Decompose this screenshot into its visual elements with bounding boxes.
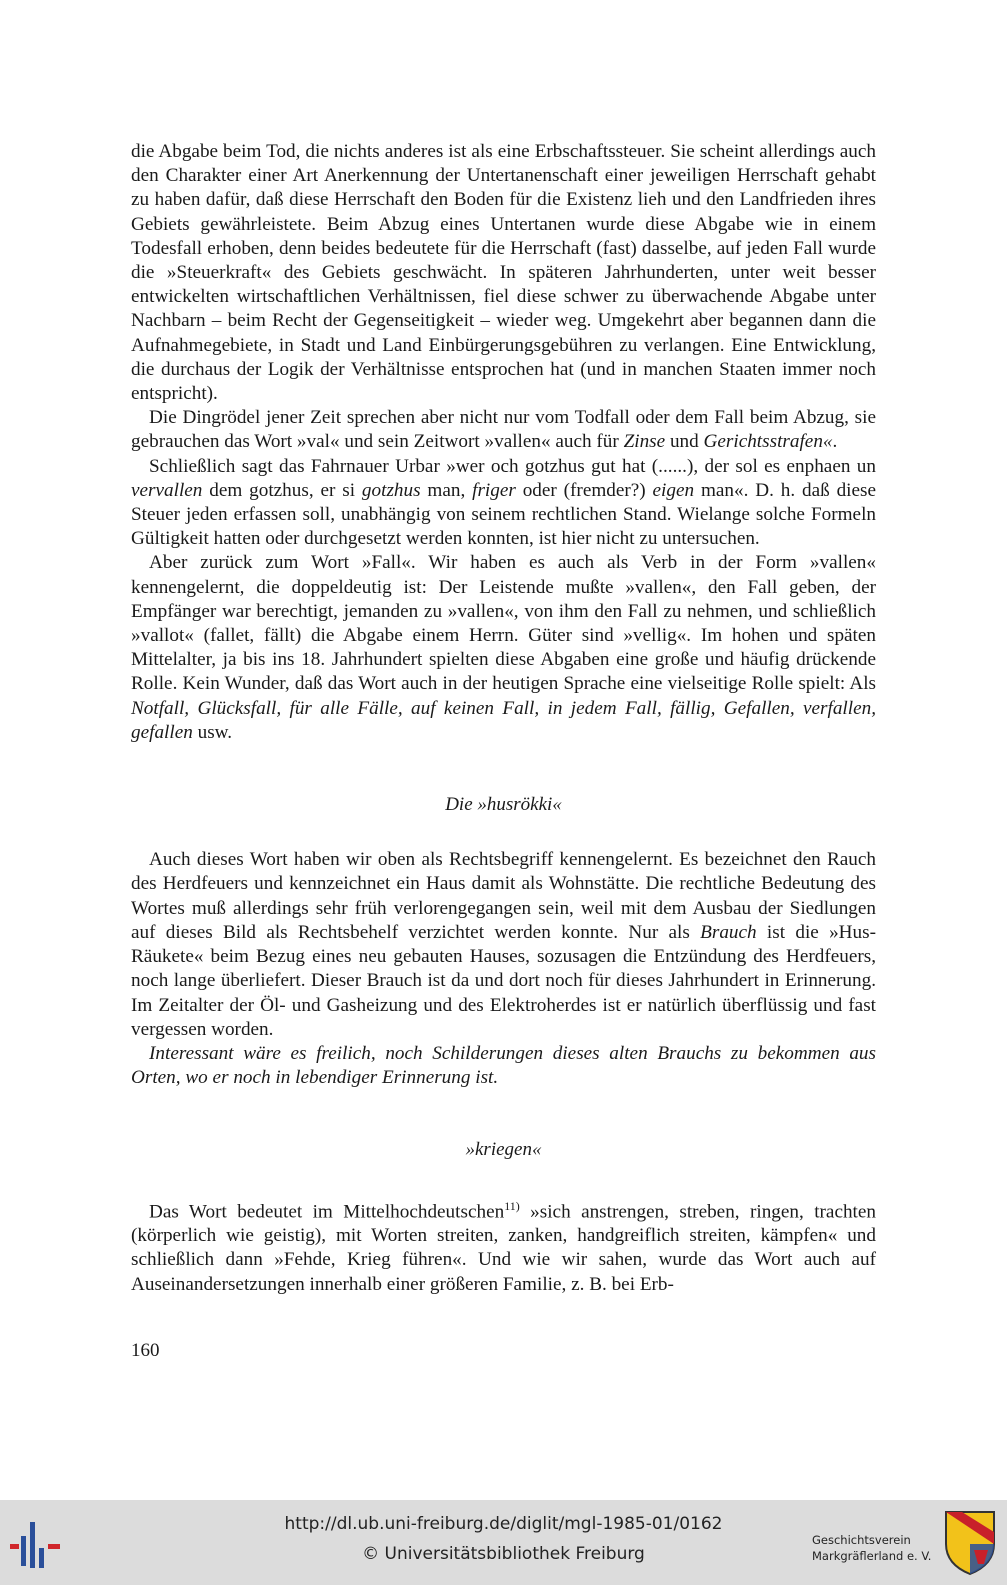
italic-run: gotzhus	[361, 479, 421, 501]
text-run: Die Dingrödel jener Zeit sprechen aber nicht nur vom Todfall oder dem Fall beim Abzug, sie gebrauchen das Wort »val« und sein Zeitwort »vallen« auch für	[131, 407, 876, 453]
society-name-line2: Markgräflerland e. V.	[812, 1549, 932, 1563]
paragraph-intro: die Abgabe beim Tod, die nichts anderes ist als eine Erbschaftssteuer. Sie scheint allerdings auch den Charakter einer Art Anerkennung der Untertanenschaft einer jeweiligen Herrschaft gehabt zu haben dafür, daß diese Herrschaft den Boden für die Existenz lieh und den Landfrieden ihres Gebiets gewährleistete. Beim Abzug eines Untertanen wurde diese Abgabe wie in einem Todesfall erhoben, denn beides bedeutete für die Herrschaft (fast) dasselbe, auf jeden Fall wurde die »Steuerkraft« des Gebiets geschwächt. In späteren Jahrhunderten, unter weit besser entwickelten wirtschaftlichen Verhältnissen, fiel diese schwer zu überwachende Abgabe unter Nachbarn – beim Recht der Gegenseitigkeit – wieder weg. Umgekehrt aber begannen dann die Aufnahmegebiete, in Stadt und Land Einbürgerungsgebühren zu verlangen. Eine Entwicklung, die durchaus der Logik der Verhältnisse entsprochen hat (und in manchen Staaten immer noch entspricht).	[131, 141, 876, 405]
text-run: und	[665, 431, 704, 453]
society-name-line1: Geschichtsverein	[812, 1533, 911, 1547]
text-run: Schließlich sagt das Fahrnauer Urbar »wer och gotzhus gut hat (......), der sol es enphaen un	[149, 455, 876, 477]
paragraph-fahrnauer-urbar	[131, 455, 876, 552]
section-heading-kriegen: »kriegen«	[465, 1139, 542, 1161]
text-run: ist die »Hus-Räukete« beim Bezug eines neu gebauten Hauses, sozusagen die Entzündung des Herdfeuers, noch lange überliefert. Dieser Brauch ist da und dort noch für dieses Jahrhundert in Erinnerung. Im Zeitalter der Öl- und Gasheizung und des Elektroherdes ist er natürlich überflüssig und fast vergessen worden.	[131, 921, 876, 1040]
footer-bar	[0, 1500, 1007, 1585]
section-heading-husroekki: Die »husrökki«	[445, 794, 562, 816]
text-run: .	[832, 431, 838, 453]
paragraph-kriegen	[131, 1194, 876, 1297]
italic-run: Interessant wäre es freilich, noch Schilderungen dieses alten Brauchs zu bekommen aus Orten, wo er noch in lebendiger Erinnerung ist.	[131, 1042, 876, 1089]
italic-run: Notfall, Glücksfall, für alle Fälle, auf keinen Fall, in jedem Fall, fällig, Gefallen, verfallen, gefallen	[131, 697, 876, 743]
source-url-link[interactable]: http://dl.ub.uni-freiburg.de/diglit/mgl-1985-01/0162	[284, 1514, 723, 1534]
italic-run: friger	[472, 479, 516, 501]
italic-run: Zinse	[623, 431, 666, 453]
italic-run: eigen	[652, 479, 695, 501]
paragraph-dingroedel	[131, 406, 876, 454]
body-text	[131, 140, 876, 1297]
markgraeflerland-crest-icon	[944, 1510, 996, 1576]
paragraph-husroekki	[131, 848, 876, 1042]
text-run: »sich anstrengen, streben, ringen, trachten (körperlich wie geistig), mit Worten streiten, zanken, handgreiflich streiten, kämpfen« und schließlich dann »Fehde, Krieg führen«. Und wie wir sahen, wurde das Wort auch auf Auseinandersetzungen innerhalb einer größeren Familie, z. B. bei Erb-	[131, 1200, 876, 1295]
paragraph-call-for-accounts	[131, 1042, 876, 1090]
text-run: Aber zurück zum Wort »Fall«. Wir haben es auch als Verb in der Form »vallen« kennengelernt, die doppeldeutig ist: Der Leistende mußte »vallen«, den Fall geben, der Empfänger war berechtigt, jemanden zu »vallen«, von ihm den Fall zu nehmen, und schließlich »vallot« (fallet, fällt) die Abgabe einem Herrn. Güter sind »vellig«. Im hohen und späten Mittelalter, ja bis ins 18. Jahrhundert spielten diese Abgaben eine große und häufig drückende Rolle. Kein Wunder, daß das Wort auch in der heutigen Sprache eine vielseitige Rolle spielt: Als	[131, 552, 876, 695]
text-run: Auch dieses Wort haben wir oben als Rechtsbegriff kennengelernt. Es bezeichnet den Rauch des Herdfeuers und kennzeichnet ein Haus damit als Wohnstätte. Die rechtliche Bedeutung des Wortes muß allerdings sehr früh verlorengegangen sein, weil mit dem Ausbau der Siedlungen auf dieses Bild als Rechtsbehelf verzichtet werden konnte. Nur als	[131, 849, 876, 943]
page-number: 160	[131, 1340, 160, 1361]
text-run: oder (fremder?)	[515, 479, 653, 501]
text-run: man,	[420, 479, 473, 501]
italic-run: Brauch	[700, 921, 757, 943]
text-run: dem gotzhus, er si	[202, 479, 362, 501]
text-run: man«. D. h. daß diese Steuer jeden erfassen soll, unabhängig von seinem rechtlichen Stand. Wielange solche Formeln Gültigkeit hatten oder durchgesetzt werden konnten, ist hier nicht zu untersuchen.	[131, 479, 876, 550]
italic-run: vervallen	[131, 479, 203, 501]
text-run: usw.	[192, 721, 233, 743]
italic-run: Gerichtsstrafen«	[703, 431, 833, 453]
copyright-notice: © Universitätsbibliothek Freiburg	[362, 1544, 645, 1564]
text-run: Das Wort bedeutet im Mittelhochdeutschen	[149, 1200, 505, 1222]
society-name	[812, 1532, 932, 1564]
footnote-ref[interactable]: 11)	[504, 1198, 520, 1213]
paragraph-wort-fall	[131, 551, 876, 745]
